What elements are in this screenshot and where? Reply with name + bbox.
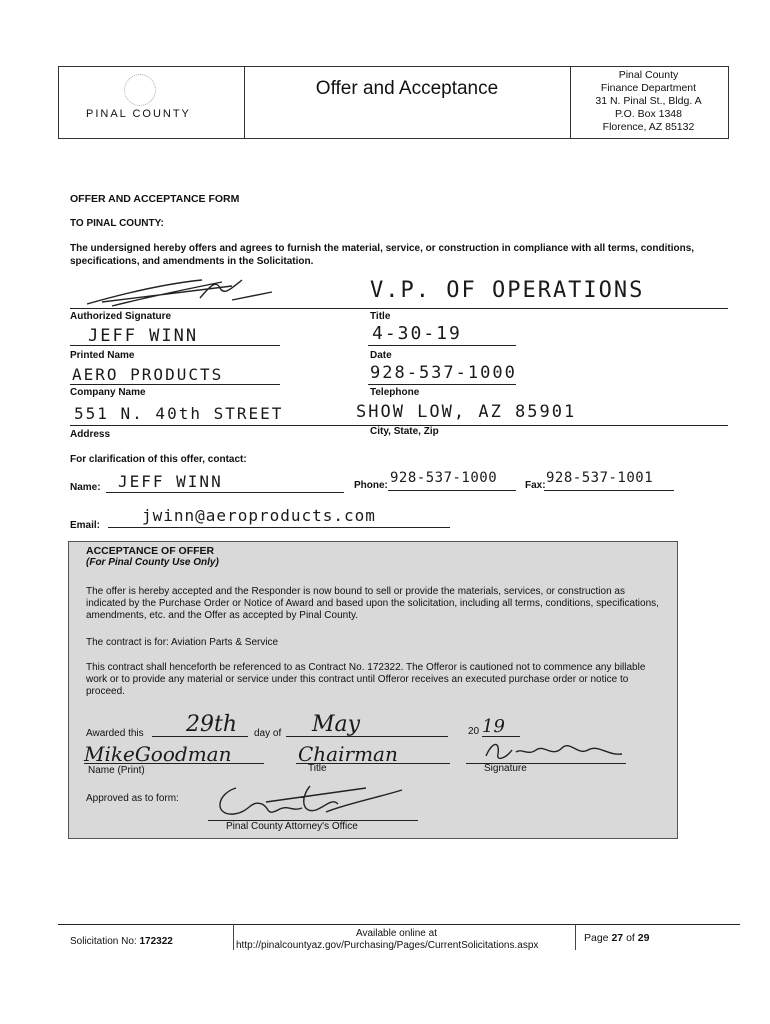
contract-notice: This contract shall henceforth be referenced to as Contract No. 172322. The Offeror is cautioned not to commence any billable work or to provide any material or service under this contract until Offeror receives an executed purchase order or notice to proceed. — [86, 662, 646, 697]
form-intro: The undersigned hereby offers and agrees to furnish the material, service, or construction in compliance with all terms, conditions, specifications, and amendments in the Solicitation. — [70, 243, 695, 267]
page-indicator — [584, 932, 649, 944]
printed-name-label: Printed Name — [70, 350, 135, 361]
address-line: Florence, AZ 85132 — [602, 121, 695, 133]
page-of-label: of — [626, 932, 635, 944]
acceptance-paragraph: The offer is hereby accepted and the Responder is now bound to sell or provide the materials, services, or construction as indicated by the Purchase Order or Notice of Award and based upon the solicitation, including all terms, conditions, specifications, amendments, etc. and the Offer as accepted by Pinal County. — [86, 586, 659, 621]
telephone-label: Telephone — [370, 387, 420, 398]
name-print-value: MikeGoodman — [84, 742, 232, 766]
city-state-zip-value: SHOW LOW, AZ 85901 — [356, 402, 577, 422]
form-heading: OFFER AND ACCEPTANCE FORM — [70, 193, 240, 205]
county-logo: PINAL COUNTY — [86, 108, 191, 120]
attorney-office-label: Pinal County Attorney's Office — [226, 821, 358, 832]
attorney-signature-image — [206, 780, 406, 824]
authorized-signature-image — [82, 276, 282, 312]
page-total: 29 — [637, 932, 650, 944]
authorized-signature-label: Authorized Signature — [70, 311, 172, 322]
awarded-year-value: 19 — [482, 716, 505, 737]
acceptance-heading: ACCEPTANCE OF OFFER — [86, 545, 215, 557]
city-state-zip-label: City, State, Zip — [370, 426, 439, 437]
phone-label: Phone: — [354, 480, 388, 491]
address-line: P.O. Box 1348 — [615, 108, 682, 120]
page-number: 27 — [611, 932, 624, 944]
page-title: Offer and Acceptance — [315, 78, 499, 99]
online-label: Available online at — [356, 928, 437, 939]
year-prefix: 20 — [468, 726, 480, 737]
day-of-label: day of — [254, 728, 282, 739]
name-print-label: Name (Print) — [88, 765, 145, 776]
chairman-signature-image — [482, 736, 632, 766]
county-seal-icon — [124, 74, 156, 106]
clarification-label: For clarification of this offer, contact: — [70, 454, 247, 465]
company-name-value: AERO PRODUCTS — [72, 365, 224, 384]
address-line: 31 N. Pinal St., Bldg. A — [595, 95, 702, 107]
contact-fax-value: 928-537-1001 — [546, 470, 654, 486]
contact-phone-value: 928-537-1000 — [390, 470, 498, 486]
date-value: 4-30-19 — [372, 323, 462, 344]
acceptance-subheading: (For Pinal County Use Only) — [86, 557, 219, 568]
title-print-value: Chairman — [298, 742, 398, 766]
contract-for: The contract is for: Aviation Parts & Service — [86, 637, 279, 648]
title-print-label: Title — [308, 763, 327, 774]
solicitation-number — [70, 936, 173, 947]
awarded-day-value: 29th — [186, 712, 238, 737]
approved-label: Approved as to form: — [86, 793, 179, 804]
address-value: 551 N. 40th STREET — [74, 404, 284, 423]
awarded-label: Awarded this — [86, 728, 144, 739]
awarded-month-value: May — [312, 712, 361, 737]
county-address — [570, 69, 727, 134]
contact-name-label: Name: — [70, 482, 101, 493]
fax-label: Fax: — [525, 480, 546, 491]
address-line: Pinal County — [618, 69, 679, 81]
date-label: Date — [370, 350, 392, 361]
address-label: Address — [70, 429, 111, 440]
email-value: jwinn@aeroproducts.com — [142, 506, 376, 525]
company-name-label: Company Name — [70, 387, 146, 398]
title-label: Title — [370, 311, 391, 322]
email-label: Email: — [70, 520, 101, 531]
contact-name-value: JEFF WINN — [118, 472, 223, 491]
solicitation-url: http://pinalcountyaz.gov/Purchasing/Pages/CurrentSolicitations.aspx — [236, 940, 539, 951]
solicitation-value: 172322 — [139, 936, 173, 947]
address-line: Finance Department — [600, 82, 697, 94]
form-to: TO PINAL COUNTY: — [70, 218, 164, 229]
printed-name-value: JEFF WINN — [88, 326, 199, 346]
signature-label: Signature — [484, 763, 527, 774]
title-value: V.P. OF OPERATIONS — [370, 278, 645, 303]
solicitation-label: Solicitation No: — [70, 936, 137, 947]
telephone-value: 928-537-1000 — [370, 363, 517, 383]
page-label: Page — [584, 932, 609, 944]
